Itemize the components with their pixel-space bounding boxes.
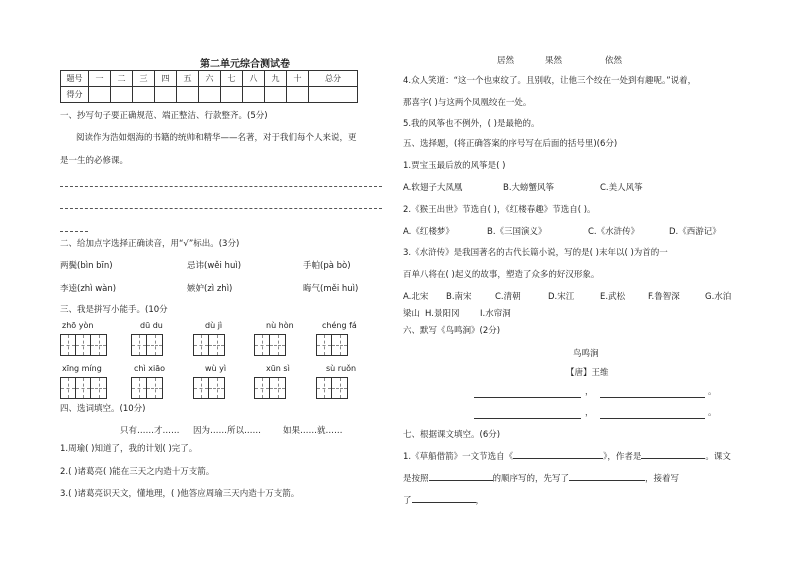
pinyin-label: chéng fá xyxy=(322,321,357,330)
score-input[interactable] xyxy=(199,87,221,103)
period: 。 xyxy=(708,408,717,418)
q5-heading: 五、选择题，(将正确答案的序号写在后面的括号里)(6分) xyxy=(403,139,618,149)
q3-heading: 三、我是拼写小能手。(10分 xyxy=(60,305,168,315)
q5-3-option-e[interactable]: E.武松 xyxy=(600,292,626,302)
table-cell: 五 xyxy=(177,71,199,87)
q7-text: 了 xyxy=(403,496,412,506)
q7-line-2 xyxy=(403,474,679,485)
writing-grid[interactable] xyxy=(60,377,107,399)
q5-3-option-a[interactable]: A.北宋 xyxy=(403,292,429,302)
score-input[interactable] xyxy=(221,87,243,103)
writing-grid[interactable] xyxy=(131,334,163,356)
q5-2-option-c[interactable]: C.《水浒传》 xyxy=(588,227,640,237)
poem-line-1[interactable] xyxy=(474,397,581,398)
q5-3-option-c[interactable]: C.清朝 xyxy=(495,292,521,302)
score-input[interactable] xyxy=(89,87,111,103)
pinyin-label: xūn sì xyxy=(266,364,290,373)
pinyin-label: wù yì xyxy=(205,364,227,373)
q2-item-6[interactable]: 晦气(měi huì) xyxy=(303,284,359,294)
writing-grid[interactable] xyxy=(316,377,348,399)
word-option-3: 如果……就…… xyxy=(283,426,343,436)
score-table-score-row xyxy=(61,87,358,103)
q7-text: 的顺序写的，先写了 xyxy=(492,474,570,484)
comma: ， xyxy=(585,387,594,397)
q5-2-option-a[interactable]: A.《红楼梦》 xyxy=(403,227,454,237)
answer-blank[interactable] xyxy=(513,458,603,459)
pinyin-label: chì xiāo xyxy=(134,364,165,373)
q5-3-option-g[interactable]: G.水泊 xyxy=(705,292,732,302)
q4-sentence-4b: 那喜字( )与这两个凤凰绞在一处。 xyxy=(403,98,532,108)
table-cell: 题号 xyxy=(61,71,89,87)
writing-grid[interactable] xyxy=(254,377,286,399)
copy-line-1[interactable] xyxy=(60,186,382,187)
writing-grid[interactable] xyxy=(131,377,163,399)
q5-question-1: 1.贾宝玉最后放的风筝是( ) xyxy=(403,161,506,171)
q1-heading: 一、抄写句子要正确规范、端正整洁、行款整齐。(5分) xyxy=(60,111,268,121)
writing-grid[interactable] xyxy=(193,334,225,356)
table-cell: 八 xyxy=(243,71,265,87)
pinyin-label: zhō yòn xyxy=(62,321,94,330)
q5-3-option-h[interactable]: H.景阳冈 xyxy=(425,309,460,319)
q2-heading: 二、给加点字选择正确读音，用“√”标出。(3分) xyxy=(60,239,240,249)
table-cell: 十 xyxy=(287,71,309,87)
copy-line-2[interactable] xyxy=(60,208,382,209)
pinyin-label: nù hòn xyxy=(266,321,294,330)
score-input[interactable] xyxy=(309,87,358,103)
q5-3-option-d[interactable]: D.宋江 xyxy=(548,292,575,302)
score-input[interactable] xyxy=(111,87,133,103)
q2-item-5[interactable]: 嫉妒(zì zhì) xyxy=(187,284,233,294)
poem-title: 鸟鸣涧 xyxy=(573,349,599,359)
score-input[interactable] xyxy=(133,87,155,103)
pinyin-label: dū du xyxy=(140,321,163,330)
score-input[interactable] xyxy=(243,87,265,103)
score-input[interactable] xyxy=(265,87,287,103)
q7-text: 》，作者是 xyxy=(603,452,642,462)
q2-item-2[interactable]: 忌讳(wěi huì) xyxy=(187,261,242,271)
word-option-2: 因为……所以…… xyxy=(193,426,262,436)
answer-blank[interactable] xyxy=(641,458,705,459)
q5-3-option-g-cont: 梁山 xyxy=(403,309,421,319)
pinyin-label: xīng míng xyxy=(62,364,102,373)
writing-grid[interactable] xyxy=(193,377,225,399)
q7-text: 是按照 xyxy=(403,474,429,484)
table-cell: 六 xyxy=(199,71,221,87)
q4-sentence-1: 1.周瑜( )知道了，我的计划( )完了。 xyxy=(60,444,198,454)
writing-grid[interactable] xyxy=(316,334,348,356)
table-cell: 七 xyxy=(221,71,243,87)
q5-1-option-c[interactable]: C.美人风筝 xyxy=(600,183,643,193)
q2-item-3[interactable]: 手帕(pà bò) xyxy=(303,261,351,271)
comma: ， xyxy=(585,408,594,418)
answer-blank[interactable] xyxy=(569,480,645,481)
table-cell: 一 xyxy=(89,71,111,87)
score-table xyxy=(60,70,358,103)
page-title: 第二单元综合测试卷 xyxy=(200,59,290,70)
score-table-header-row xyxy=(61,71,358,87)
table-cell: 九 xyxy=(265,71,287,87)
q5-question-3b: 百单八将在( )起义的故事，塑造了众多的好汉形象。 xyxy=(403,270,600,280)
score-input[interactable] xyxy=(155,87,177,103)
table-cell: 二 xyxy=(111,71,133,87)
q5-2-option-b[interactable]: B.《三国演义》 xyxy=(487,227,547,237)
pinyin-label: sù ruǒn xyxy=(326,364,357,373)
table-cell: 四 xyxy=(155,71,177,87)
q5-question-3a: 3.《水浒传》是我国著名的古代长篇小说，写的是( )末年以( )为首的一 xyxy=(403,248,668,258)
score-input[interactable] xyxy=(177,87,199,103)
q7-text: ， xyxy=(475,496,485,506)
q7-text: ，接着写 xyxy=(645,474,680,484)
word-choice-3: 依然 xyxy=(605,56,623,66)
q4-sentence-5: 5.我的风筝也不例外，( )是最艳的。 xyxy=(403,119,540,129)
pinyin-label: dù jì xyxy=(205,321,223,330)
q5-3-option-i[interactable]: I.水帘洞 xyxy=(480,309,511,319)
poem-line-4[interactable] xyxy=(600,418,705,419)
table-cell: 得分 xyxy=(61,87,89,103)
q2-item-4[interactable]: 李逵(zhì wàn) xyxy=(60,284,117,294)
copy-line-3[interactable] xyxy=(60,231,88,232)
q1-text-line2: 是一生的必修课。 xyxy=(60,156,129,166)
q5-3-option-f[interactable]: F.鲁智深 xyxy=(648,292,680,302)
q1-text-line1: 阅读作为浩如烟海的书籍的统帅和精华——名著，对于我们每个人来说，更 xyxy=(76,133,357,143)
q5-3-option-b[interactable]: B.南宋 xyxy=(446,292,472,302)
q7-line-1 xyxy=(403,452,731,463)
poem-line-3[interactable] xyxy=(474,418,581,419)
q4-heading: 四、选词填空。(10分) xyxy=(60,404,146,414)
poem-author: 【唐】王维 xyxy=(566,368,609,378)
q2-item-1[interactable]: 两鬓(bìn bīn) xyxy=(60,261,113,271)
q5-question-2: 2.《猴王出世》节选自( )，《红楼春趣》节选自( )。 xyxy=(403,205,596,215)
word-option-1: 只有……才…… xyxy=(120,426,180,436)
table-cell: 三 xyxy=(133,71,155,87)
q4-sentence-3: 3.( )诸葛亮识天文，懂地理，( )他答应周瑜三天内造十万支箭。 xyxy=(60,489,300,499)
q5-1-option-b[interactable]: B.大螃蟹风筝 xyxy=(503,183,555,193)
word-choice-2: 果然 xyxy=(545,56,563,66)
score-input[interactable] xyxy=(287,87,309,103)
q7-text: 1.《草船借箭》一文节选自《 xyxy=(403,452,514,462)
q7-heading: 七、根据课文填空。(6分) xyxy=(403,430,501,440)
q5-2-option-d[interactable]: D.《西游记》 xyxy=(669,227,721,237)
q7-line-3 xyxy=(403,496,484,507)
q6-heading: 六、默写《鸟鸣涧》(2分) xyxy=(403,326,501,336)
writing-grid[interactable] xyxy=(254,334,286,356)
period: 。 xyxy=(708,387,717,397)
q5-1-option-a[interactable]: A.软翅子大凤凰 xyxy=(403,183,463,193)
answer-blank[interactable] xyxy=(429,480,493,481)
poem-line-2[interactable] xyxy=(600,397,705,398)
table-cell: 总分 xyxy=(309,71,358,87)
answer-blank[interactable] xyxy=(412,502,476,503)
writing-grid[interactable] xyxy=(60,334,107,356)
q4-sentence-2: 2.( )诸葛亮( )能在三天之内造十万支箭。 xyxy=(60,467,215,477)
word-choice-1: 居然 xyxy=(497,56,515,66)
q4-sentence-4a: 4.众人笑道：“这一个也束纹了。且别收，让他三个绞在一处到有趣呢。”说着， xyxy=(403,76,697,86)
q7-text: 。课文 xyxy=(705,452,731,462)
